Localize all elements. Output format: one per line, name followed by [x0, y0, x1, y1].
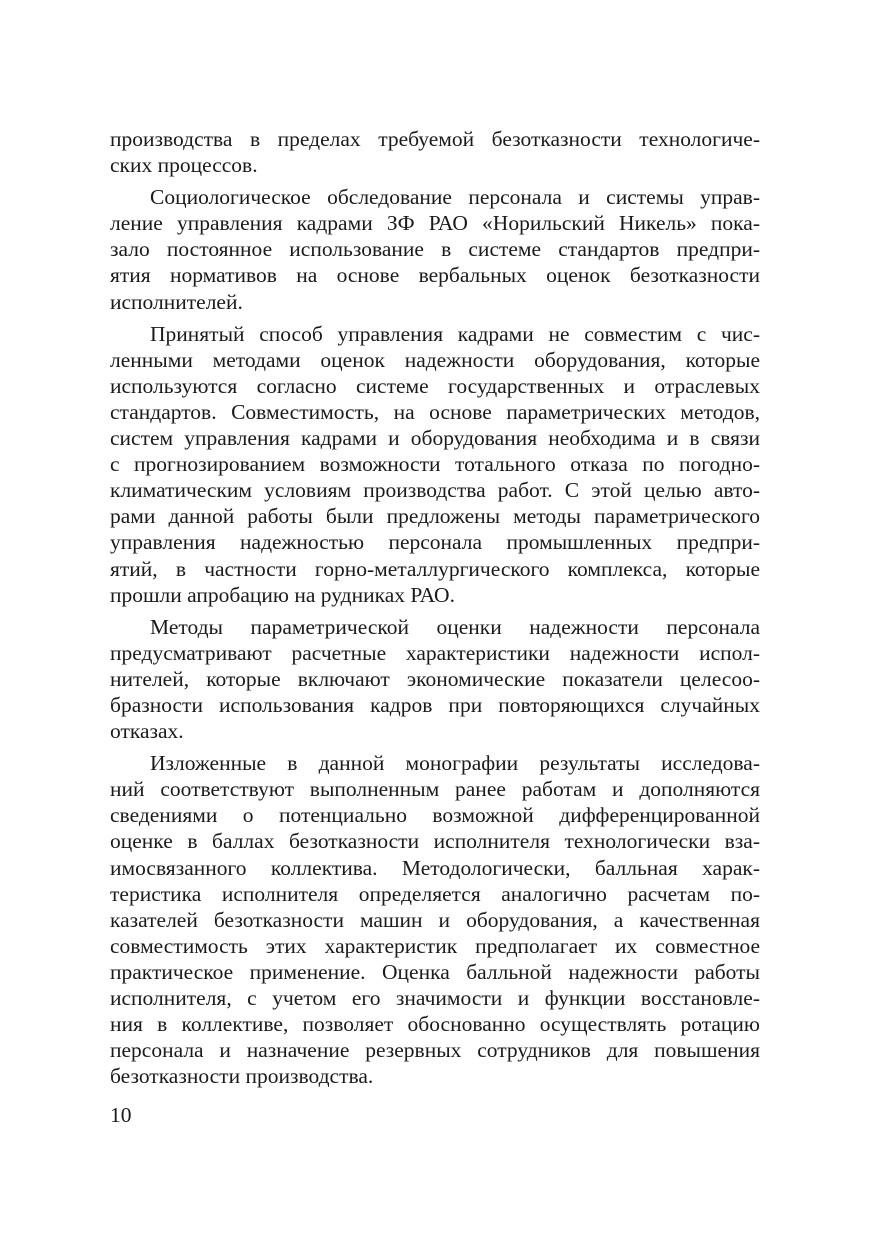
text-line: совместимость этих характеристик предполагает их совместное — [110, 933, 760, 958]
text-line: персонала и назначение резервных сотрудников для повышения — [110, 1038, 760, 1063]
text-line: ний соответствуют выполненным ранее работам и дополняются — [110, 777, 760, 802]
text-line: производства в пределах требуемой безотказности технологиче- — [110, 127, 760, 151]
text-line: безотказности производства. — [110, 1064, 374, 1089]
text-line: ление управления кадрами ЗФ РАО «Норильский Никель» пока- — [110, 211, 760, 236]
text-line: ятия нормативов на основе вербальных оценок безотказности — [110, 263, 760, 288]
text-line: управления надежностью персонала промышленных предпри- — [110, 530, 760, 555]
text-line: нителей, которые включают экономические показатели целесоо- — [110, 666, 760, 691]
text-line: климатическим условиям производства работ. С этой целью авто- — [110, 478, 760, 503]
text-line: предусматривают расчетные характеристики надежности испол- — [110, 640, 760, 665]
text-line: систем управления кадрами и оборудования необходима и в связи — [110, 426, 760, 451]
text-line: стандартов. Совместимость, на основе параметрических методов, — [110, 399, 760, 424]
text-line: зало постоянное использование в системе стандартов предпри- — [110, 237, 760, 262]
page-number: 10 — [110, 1103, 132, 1127]
text-line: Принятый способ управления кадрами не совместим с чис- — [150, 321, 760, 346]
text-line: теристика исполнителя определяется аналогично расчетам по- — [110, 881, 760, 906]
text-line: Изложенные в данной монографии результаты исследова- — [150, 751, 760, 776]
text-line: Социологическое обследование персонала и системы управ- — [150, 185, 760, 210]
text-line: исполнителя, с учетом его значимости и функции восстановле- — [110, 986, 760, 1010]
text-line: ских процессов. — [110, 153, 258, 178]
text-line: казателей безотказности машин и оборудования, а качественная — [110, 907, 760, 932]
text-line: сведениями о потенциально возможной дифференцированной — [110, 803, 760, 828]
text-line: Методы параметрической оценки надежности персонала — [150, 614, 760, 639]
text-line: прошли апробацию на рудниках РАО. — [110, 582, 455, 607]
text-line: бразности использования кадров при повторяющихся случайных — [110, 692, 760, 717]
text-line: отказах. — [110, 719, 184, 744]
body-text — [110, 126, 760, 1089]
text-line: с прогнозированием возможности тотального отказа по погодно- — [110, 452, 760, 477]
text-line: ленными методами оценок надежности оборудования, которые — [110, 347, 760, 372]
text-line: исполнителей. — [110, 289, 243, 314]
text-line: рами данной работы были предложены методы параметрического — [110, 504, 760, 529]
text-line: используются согласно системе государственных и отраслевых — [110, 373, 760, 398]
text-line: имосвязанного коллектива. Методологически, балльная харак- — [110, 855, 760, 880]
text-line: оценке в баллах безотказности исполнителя технологически вза- — [110, 829, 760, 854]
text-line: практическое применение. Оценка балльной надежности работы — [110, 959, 760, 984]
text-line: ния в коллективе, позволяет обоснованно осуществлять ротацию — [110, 1012, 760, 1037]
text-line: ятий, в частности горно-металлургического комплекса, которые — [110, 556, 760, 581]
